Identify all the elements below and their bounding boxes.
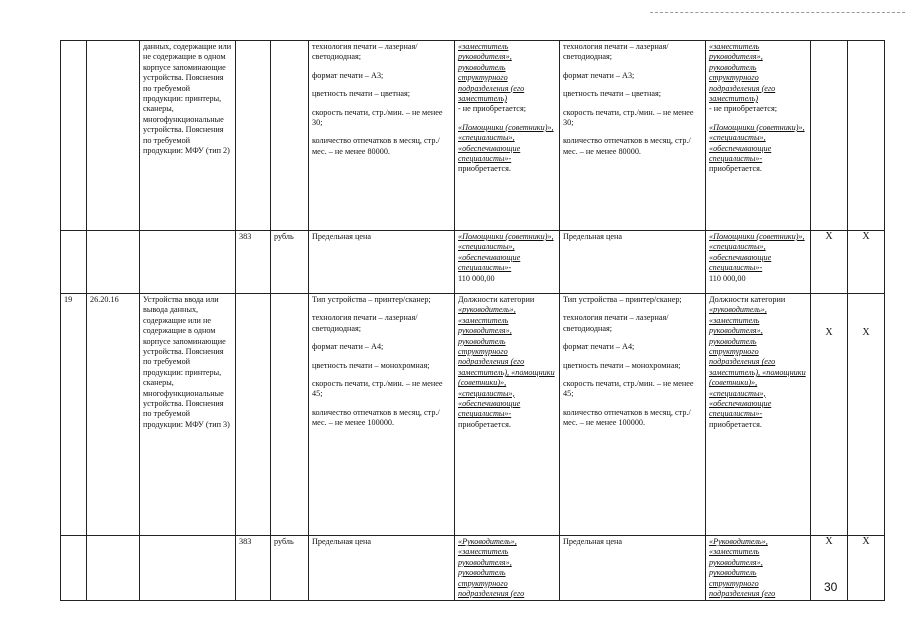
cell-unit: рубль <box>271 536 309 601</box>
category-line: приобретается. <box>709 164 762 174</box>
spec-line: Предельная цена <box>563 232 623 241</box>
cell-x1: Х <box>811 231 848 294</box>
category-line: «Помощники (советники)», «специалисты», «обеспечивающие специалисты»- <box>709 232 805 273</box>
cell-spec-a <box>309 536 455 601</box>
category-line: «руководитель», «заместитель руководителя», руководитель структурного подразделения (его заместитель), «помощники (советники)», «специалисты», «обеспечивающие специалисты»- <box>458 305 555 419</box>
spec-line: цветность печати – цветная; <box>563 89 662 99</box>
cell-x2 <box>848 41 885 231</box>
spec-line: цветность печати – монохромная; <box>563 360 681 370</box>
cell-product-name <box>140 536 236 601</box>
cell-code: 26.20.16 <box>87 294 140 536</box>
cell-category-b <box>706 231 811 294</box>
cell-x2: Х <box>848 231 885 294</box>
cell-category-a <box>455 294 560 536</box>
category-line: приобретается. <box>709 419 762 429</box>
cell-code <box>87 231 140 294</box>
cell-code <box>87 41 140 231</box>
spec-line: Предельная цена <box>312 537 372 546</box>
spec-line: технология печати – лазерная/светодиодная; <box>563 42 669 62</box>
spec-line: скорость печати, стр./мин. – не менее 45; <box>312 379 443 399</box>
cell-unit <box>271 41 309 231</box>
table-row <box>61 41 885 231</box>
cell-spec-a <box>309 231 455 294</box>
cell-code <box>87 536 140 601</box>
cell-category-b <box>706 41 811 231</box>
table-row <box>61 231 885 294</box>
cell-num <box>61 536 87 601</box>
cell-spec-b <box>560 41 706 231</box>
cell-product-name: данных, содержащие или не содержащие в одном корпусе запоминающие устройства. Пояснения по требуемой продукции: принтеры, сканеры, многофункциональные устройства. Пояснения по требуемой продукции: МФУ (тип 2) <box>140 41 236 231</box>
spec-line: количество отпечатков в месяц, стр./мес. – не менее 100000. <box>312 407 440 428</box>
category-line: приобретается. <box>458 164 511 174</box>
spec-line: Тип устройства – принтер/сканер; <box>563 295 682 304</box>
cell-spec-b <box>560 231 706 294</box>
spec-line: формат печати – А4; <box>312 342 384 352</box>
category-line: - не приобретается; <box>709 104 777 114</box>
spec-line: технология печати – лазерная/светодиодная; <box>312 313 418 333</box>
category-line: - не приобретается; <box>458 104 526 114</box>
cell-spec-b <box>560 294 706 536</box>
spec-line: скорость печати, стр./мин. – не менее 30; <box>312 107 443 128</box>
cell-spec-b <box>560 536 706 601</box>
spec-line: формат печати – А4; <box>563 342 635 352</box>
category-line: «Руководитель», «заместитель руководителя», руководитель структурного подразделения (его <box>458 537 525 599</box>
cell-x1: Х <box>811 536 848 601</box>
top-dashed-rule <box>650 12 905 13</box>
cell-product-name <box>140 231 236 294</box>
cell-category-a <box>455 231 560 294</box>
spec-line: количество отпечатков в месяц, стр./мес. – не менее 80000. <box>312 136 440 156</box>
cell-num <box>61 41 87 231</box>
cell-spec-a <box>309 41 455 231</box>
cell-x2: Х <box>848 536 885 601</box>
cell-x2: Х <box>848 294 885 536</box>
category-line: Должности категории <box>709 295 786 304</box>
spec-line: количество отпечатков в месяц, стр./мес. – не менее 100000. <box>563 407 691 428</box>
table-row <box>61 536 885 601</box>
category-line: «Помощники (советники)», «специалисты», «обеспечивающие специалисты»- <box>458 232 554 273</box>
cell-okei: 383 <box>236 536 271 601</box>
category-line: «Помощники (советники)», «специалисты», «обеспечивающие специалисты»- <box>709 122 805 164</box>
table-row <box>61 294 885 536</box>
cell-product-name: Устройства ввода или вывода данных, содержащие или не содержащие в одном корпусе запоминающие устройства. Пояснения по требуемой продукции: принтеры, сканеры, многофункциональные устройства. Пояснения по требуемой продукции: МФУ (тип 3) <box>140 294 236 536</box>
cell-x1: Х <box>811 294 848 536</box>
price-value: 110 000,00 <box>709 273 746 283</box>
spec-line: цветность печати – цветная; <box>312 89 411 99</box>
category-line: «заместитель руководителя», руководитель структурного подразделения (его заместитель) <box>709 42 776 104</box>
cell-okei: 383 <box>236 231 271 294</box>
spec-line: скорость печати, стр./мин. – не менее 30; <box>563 107 694 128</box>
spec-line: Предельная цена <box>312 232 372 241</box>
cell-x1 <box>811 41 848 231</box>
cell-category-b <box>706 536 811 601</box>
category-line: «Руководитель», «заместитель руководителя», руководитель структурного подразделения (его <box>709 537 776 599</box>
spec-line: цветность печати – монохромная; <box>312 360 430 370</box>
category-line: «руководитель», «заместитель руководителя», руководитель структурного подразделения (его заместитель), «помощники (советники)», «специалисты», «обеспечивающие специалисты»- <box>709 305 806 419</box>
cell-num <box>61 231 87 294</box>
category-line: приобретается. <box>458 419 511 429</box>
spec-line: Предельная цена <box>563 537 623 546</box>
spec-line: скорость печати, стр./мин. – не менее 45; <box>563 379 694 399</box>
spec-line: технология печати – лазерная/светодиодная; <box>563 313 669 333</box>
cell-num: 19 <box>61 294 87 536</box>
category-line: «заместитель руководителя», руководитель структурного подразделения (его заместитель) <box>458 42 525 104</box>
spec-line: Тип устройства – принтер/сканер; <box>312 295 431 304</box>
page-number: 30 <box>824 580 838 594</box>
category-line: «Помощники (советники)», «специалисты», «обеспечивающие специалисты»- <box>458 122 554 164</box>
cell-category-a <box>455 41 560 231</box>
cell-okei <box>236 41 271 231</box>
cell-unit <box>271 294 309 536</box>
spec-line: количество отпечатков в месяц, стр./мес. – не менее 80000. <box>563 136 691 156</box>
cell-category-a <box>455 536 560 601</box>
cell-unit: рубль <box>271 231 309 294</box>
spec-line: формат печати – А3; <box>563 70 635 80</box>
cell-okei <box>236 294 271 536</box>
cell-spec-a <box>309 294 455 536</box>
category-line: Должности категории <box>458 295 535 304</box>
cell-category-b <box>706 294 811 536</box>
spec-line: технология печати – лазерная/светодиодная; <box>312 42 418 62</box>
price-value: 110 000,00 <box>458 273 495 283</box>
spec-line: формат печати – А3; <box>312 70 384 80</box>
requirements-table <box>60 40 885 601</box>
